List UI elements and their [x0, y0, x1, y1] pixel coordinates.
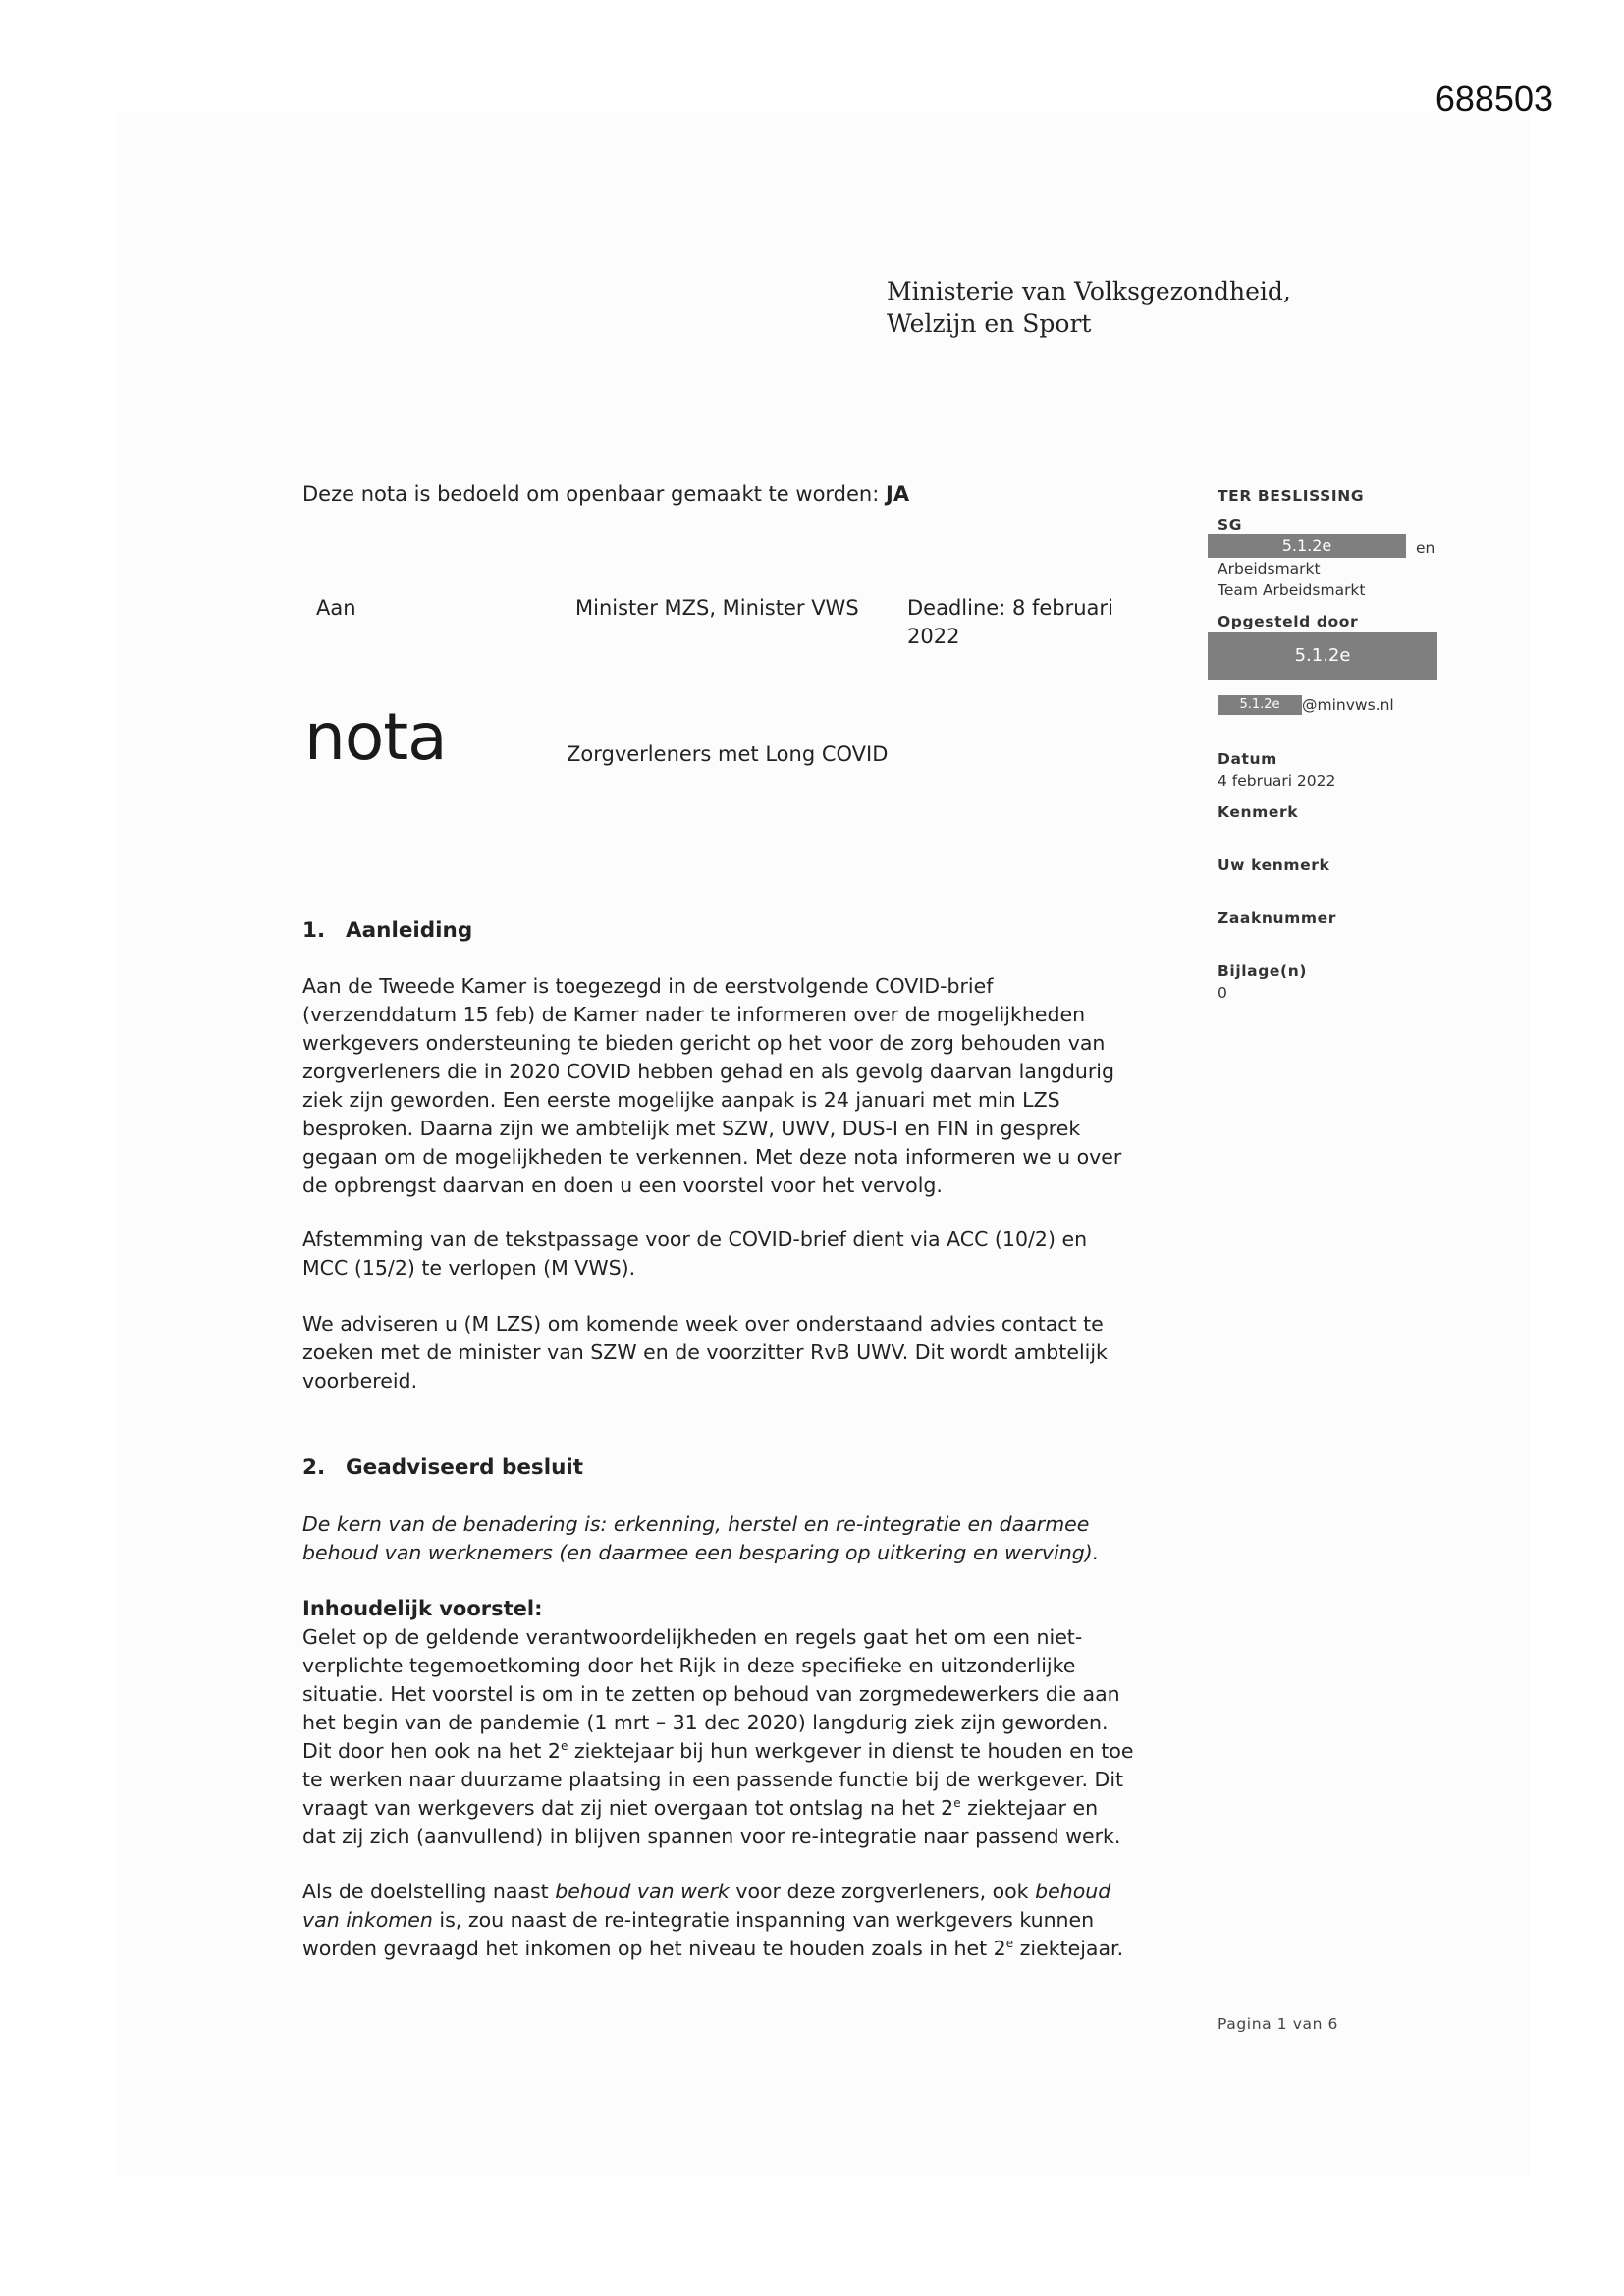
text-line: Afstemming van de tekstpassage voor de COVID-brief dient via ACC (10/2) en: [302, 1228, 1088, 1251]
kenmerk-label: Kenmerk: [1218, 803, 1299, 821]
uw-kenmerk-label: Uw kenmerk: [1218, 856, 1330, 874]
deadline-line1: Deadline: 8 februari: [907, 596, 1113, 620]
text-line: zorgverleners die in 2020 COVID hebben gehad en als gevolg daarvan langdurig: [302, 1060, 1115, 1083]
sidebar-en: en: [1416, 539, 1435, 557]
opgesteld-label: Opgesteld door: [1218, 613, 1359, 630]
nota-title: nota: [304, 699, 447, 775]
text-span: vraagt van werkgevers dat zij niet overgaan tot ontslag na het 2: [302, 1796, 954, 1820]
sg-label: SG: [1218, 517, 1243, 534]
text-line: ziek zijn geworden. Een eerste mogelijke aanpak is 24 januari met min LZS: [302, 1088, 1060, 1112]
ter-beslissing-label: TER BESLISSING: [1218, 487, 1365, 505]
section2-doelstelling: [302, 1878, 1206, 1963]
sidebar-department: [1218, 558, 1366, 601]
superscript: e: [953, 1796, 961, 1811]
text-line: zoeken met de minister van SZW en de voorzitter RvB UWV. Dit wordt ambtelijk: [302, 1340, 1108, 1364]
section-title: Aanleiding: [346, 918, 473, 943]
text-line: [302, 1737, 1206, 1766]
text-line: de opbrengst daarvan en doen u een voorstel voor het vervolg.: [302, 1174, 943, 1197]
dept-line2: Team Arbeidsmarkt: [1218, 581, 1366, 599]
section-number: 2.: [302, 1455, 326, 1480]
text-line: dat zij zich (aanvullend) in blijven spannen voor re-integratie naar passend werk.: [302, 1825, 1121, 1848]
email-domain: @minvws.nl: [1302, 696, 1394, 714]
italic-span: van inkomen: [302, 1908, 433, 1932]
section2-kern: [302, 1510, 1206, 1567]
ministry-logo: [887, 275, 1291, 340]
text-line: De kern van de benadering is: erkenning, herstel en re-integratie en daarmee: [302, 1512, 1090, 1536]
section-heading: [302, 916, 1206, 945]
text-line: het begin van de pandemie (1 mrt – 31 dec 2020) langdurig ziek zijn geworden.: [302, 1711, 1109, 1734]
section2-voorstel: [302, 1595, 1206, 1851]
section1-paragraph1: [302, 972, 1206, 1200]
text-span: is, zou naast de re-integratie inspanning van werkgevers kunnen: [432, 1908, 1095, 1932]
text-line: gegaan om de mogelijkheden te verkennen. Met deze nota informeren we u over: [302, 1145, 1122, 1169]
zaaknummer-label: Zaaknummer: [1218, 909, 1336, 927]
italic-span: behoud van werk: [555, 1880, 730, 1903]
text-span: Dit door hen ook na het 2: [302, 1739, 561, 1763]
text-line: MCC (15/2) te verlopen (M VWS).: [302, 1256, 636, 1280]
text-span: ziektejaar en: [960, 1796, 1099, 1820]
section-heading: [302, 1453, 1206, 1482]
text-line: We adviseren u (M LZS) om komende week over onderstaand advies contact te: [302, 1312, 1104, 1336]
text-line: werkgevers ondersteuning te bieden gericht op het voor de zorg behouden van: [302, 1031, 1106, 1055]
text-line: [302, 1906, 1206, 1935]
publication-text: Deze nota is bedoeld om openbaar gemaakt te worden:: [302, 482, 880, 506]
superscript: e: [1005, 1937, 1014, 1951]
text-span: voor deze zorgverleners, ook: [729, 1880, 1036, 1903]
bijlage-label: Bijlage(n): [1218, 962, 1308, 980]
text-line: besproken. Daarna zijn we ambtelijk met SZW, UWV, DUS-I en FIN in gesprek: [302, 1117, 1081, 1140]
text-span: ziektejaar.: [1013, 1937, 1124, 1960]
deadline-line2: 2022: [907, 625, 960, 648]
redaction-block: 5.1.2e: [1208, 632, 1437, 680]
text-line: behoud van werknemers (en daarmee een besparing op uitkering en werving).: [302, 1541, 1100, 1564]
datum-label: Datum: [1218, 750, 1277, 768]
redaction-block: 5.1.2e: [1218, 695, 1302, 715]
text-line: Gelet op de geldende verantwoordelijkheden en regels gaat het om een niet-: [302, 1625, 1083, 1649]
text-line: situatie. Het voorstel is om in te zetten op behoud van zorgmedewerkers die aan: [302, 1682, 1120, 1706]
publication-statement: [302, 482, 909, 506]
text-span: Als de doelstelling naast: [302, 1880, 556, 1903]
text-line: [302, 1935, 1206, 1963]
subject-line: Zorgverleners met Long COVID: [567, 742, 889, 766]
address-recipients: Minister MZS, Minister VWS: [575, 596, 859, 620]
text-line: voorbereid.: [302, 1369, 418, 1393]
section-title: Geadviseerd besluit: [346, 1455, 584, 1480]
datum-value: 4 februari 2022: [1218, 772, 1336, 790]
italic-span: behoud: [1035, 1880, 1111, 1903]
section1-paragraph2: [302, 1226, 1206, 1283]
deadline: [907, 594, 1113, 651]
text-line: [302, 1878, 1206, 1906]
section1-paragraph3: [302, 1310, 1206, 1395]
text-span: ziektejaar bij hun werkgever in dienst te houden en toe: [568, 1739, 1134, 1763]
bijlage-value: 0: [1218, 984, 1227, 1002]
dept-line1: Arbeidsmarkt: [1218, 560, 1321, 577]
text-span: worden gevraagd het inkomen op het niveau te houden zoals in het 2: [302, 1937, 1006, 1960]
page-number: Pagina 1 van 6: [1218, 2015, 1339, 2033]
address-label: Aan: [316, 596, 356, 620]
text-line: [302, 1794, 1206, 1823]
ministry-name-line2: Welzijn en Sport: [887, 309, 1092, 338]
text-line: te werken naar duurzame plaatsing in een passende functie bij de werkgever. Dit: [302, 1768, 1124, 1791]
publication-value: JA: [886, 482, 910, 506]
superscript: e: [560, 1739, 568, 1754]
text-line: Aan de Tweede Kamer is toegezegd in de eerstvolgende COVID-brief: [302, 974, 994, 998]
voorstel-heading: Inhoudelijk voorstel:: [302, 1597, 543, 1620]
redaction-block: 5.1.2e: [1208, 534, 1406, 558]
text-line: (verzenddatum 15 feb) de Kamer nader te informeren over de mogelijkheden: [302, 1003, 1086, 1026]
section-number: 1.: [302, 918, 326, 943]
ministry-name-line1: Ministerie van Volksgezondheid,: [887, 277, 1291, 305]
document-number: 688503: [1435, 79, 1553, 119]
text-line: verplichte tegemoetkoming door het Rijk in deze specifieke en uitzonderlijke: [302, 1654, 1076, 1677]
